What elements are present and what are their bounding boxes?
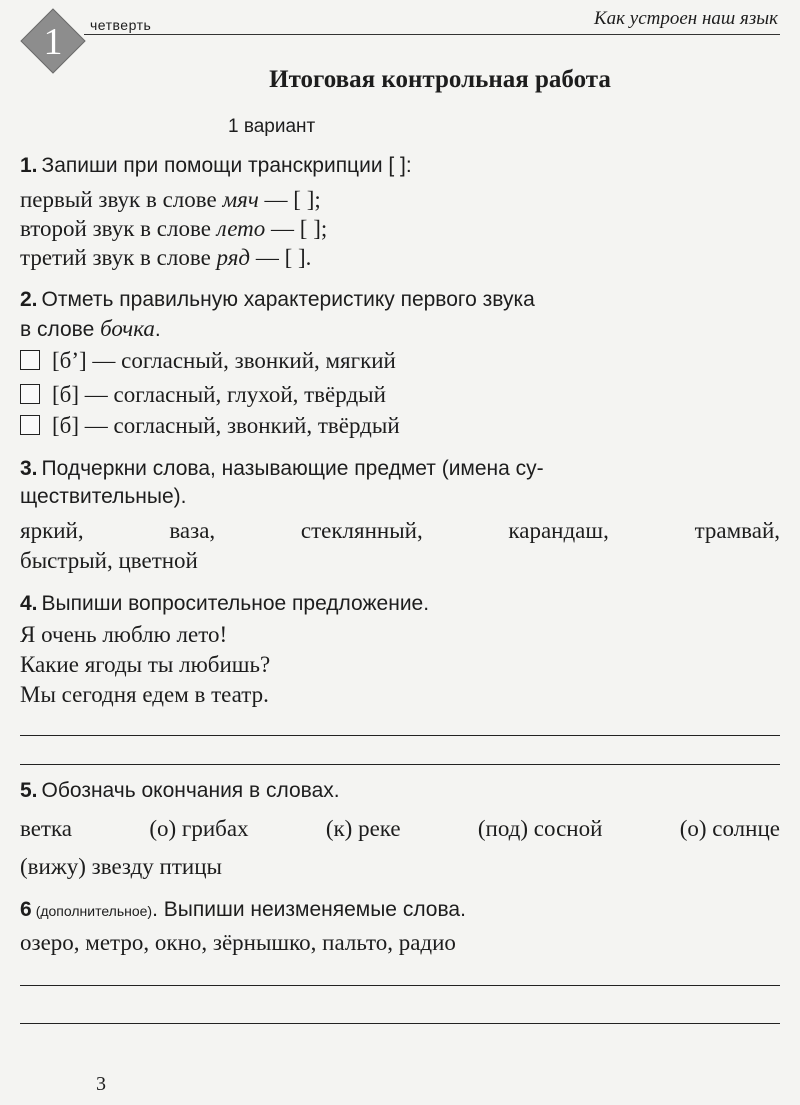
word: (вижу) звезду птицы (20, 854, 222, 879)
task-text: в слове (20, 318, 101, 341)
answer-line[interactable] (20, 985, 780, 986)
task-2-prompt-cont (20, 313, 780, 346)
line-text: — [ ]; (265, 216, 328, 241)
option-label: [б’] — согласный, звонкий, мягкий (52, 348, 396, 373)
word: (под) сосной (477, 816, 603, 841)
task-3-prompt-cont (20, 481, 780, 513)
header-rule (84, 34, 780, 35)
line-text: третий звук в слове (20, 245, 217, 270)
task-text: . Выпиши неизменяемые слова. (152, 898, 466, 921)
task-number: 5. (20, 779, 38, 802)
quarter-label: четверть (90, 17, 152, 33)
task-text: ществительные). (20, 485, 187, 508)
task-3-words (20, 518, 780, 544)
sentence-text: Какие ягоды ты любишь? (20, 652, 271, 677)
word: ветка (20, 816, 73, 841)
line-text: — [ ]. (250, 245, 312, 270)
quarter-badge (20, 8, 86, 74)
task-1-line (20, 185, 321, 215)
task-number: 2. (20, 288, 38, 311)
key-word: лето (216, 216, 266, 241)
sentence (20, 650, 270, 680)
sentence (20, 680, 269, 710)
task-6-words (20, 928, 456, 958)
line-text: второй звук в слове (20, 216, 217, 241)
word: ваза, (169, 518, 216, 543)
checkbox[interactable] (20, 350, 40, 370)
key-word: бочка (100, 316, 155, 341)
task-text: Подчеркни слова, называющие предмет (имена су- (41, 457, 544, 480)
task-number: 3. (20, 457, 38, 480)
quarter-number: 1 (43, 21, 63, 63)
key-word: мяч (222, 187, 259, 212)
option-label: [б] — согласный, глухой, твёрдый (52, 382, 386, 407)
option-label: [б] — согласный, звонкий, твёрдый (52, 413, 400, 438)
word: яркий, (20, 518, 84, 543)
option-row[interactable] (20, 411, 400, 441)
word: (о) солнце (679, 816, 780, 841)
sentence-text: Я очень люблю лето! (20, 622, 228, 647)
line-text: первый звук в слове (20, 187, 223, 212)
sentence (20, 620, 227, 650)
task-number: 4. (20, 592, 38, 615)
task-1-line (20, 243, 311, 273)
word: карандаш, (508, 518, 609, 543)
task-text: Выпиши вопросительное предложение. (41, 592, 430, 615)
task-2-prompt (20, 284, 780, 316)
word: (к) реке (325, 816, 401, 841)
answer-line[interactable] (20, 1023, 780, 1024)
option-row[interactable] (20, 380, 386, 410)
task-text: Отметь правильную характеристику первого звука (41, 288, 535, 311)
task-5-prompt (20, 775, 780, 807)
word: (о) грибах (149, 816, 249, 841)
task-1-line (20, 214, 327, 244)
word: трамвай, (694, 518, 780, 543)
word: озеро, метро, окно, зёрнышко, пальто, радио (20, 930, 456, 955)
answer-line[interactable] (20, 764, 780, 765)
page-number: 3 (96, 1073, 106, 1095)
option-row[interactable] (20, 346, 396, 376)
task-number: 6 (20, 898, 32, 921)
line-text: — [ ]; (258, 187, 321, 212)
checkbox[interactable] (20, 415, 40, 435)
task-5-words (20, 816, 780, 842)
key-word: ряд (216, 245, 251, 270)
checkbox[interactable] (20, 384, 40, 404)
task-number: 1. (20, 154, 38, 177)
task-6-prompt (20, 894, 780, 927)
answer-line[interactable] (20, 735, 780, 736)
task-1-prompt (20, 150, 780, 182)
variant-label: 1 вариант (228, 116, 316, 137)
task-3-words-cont (20, 546, 198, 576)
page-title: Итоговая контрольная работа (269, 66, 611, 93)
sentence-text: Мы сегодня едем в театр. (20, 682, 269, 707)
task-4-prompt (20, 588, 780, 620)
task-text: . (154, 318, 161, 341)
task-text: Запиши при помощи транскрипции [ ]: (41, 154, 412, 177)
section-title: Как устроен наш язык (594, 8, 778, 29)
task-5-words-cont (20, 852, 222, 882)
word: стеклянный, (300, 518, 423, 543)
word: быстрый, цветной (20, 548, 198, 573)
task-extra-label: (дополнительное) (35, 903, 153, 919)
task-text: Обозначь окончания в словах. (41, 779, 340, 802)
